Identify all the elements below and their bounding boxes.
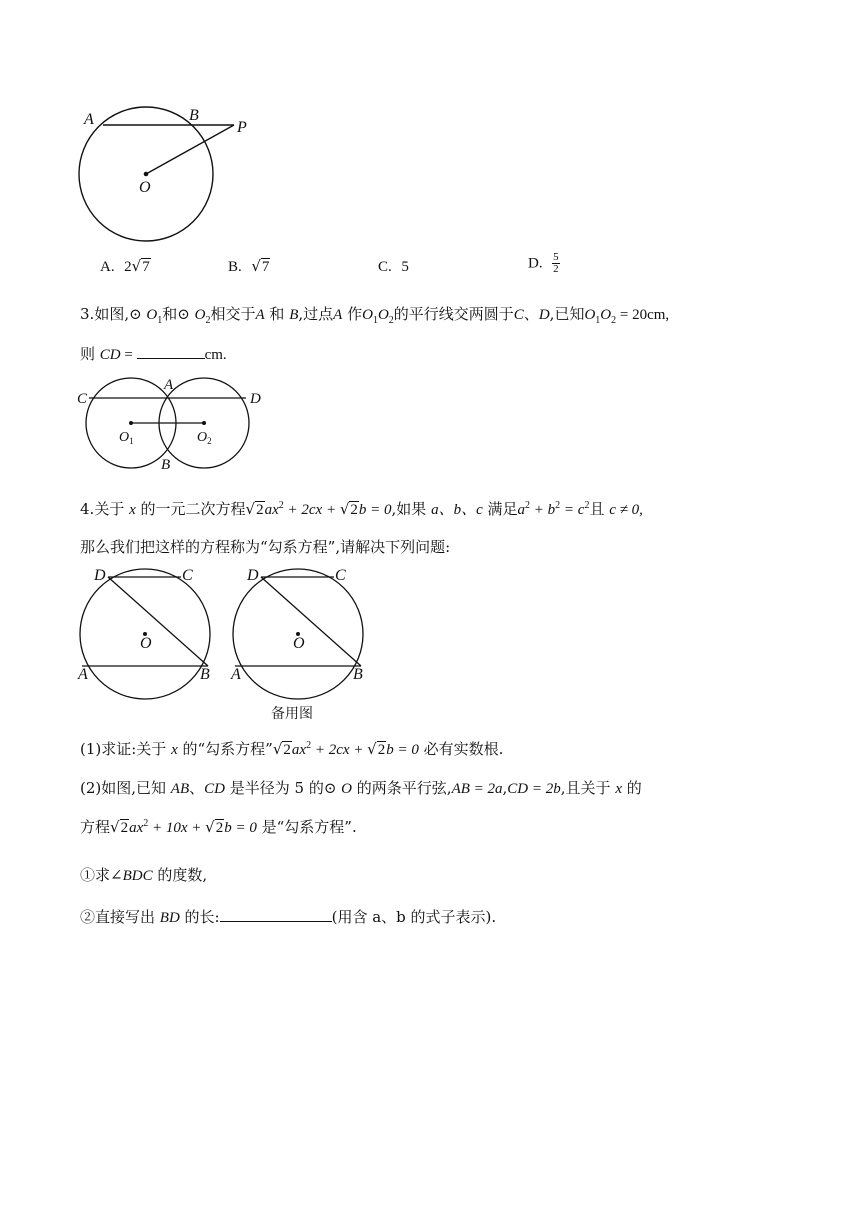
label-d: D: [250, 391, 261, 407]
question-4-line-2: 那么我们把这样的方程称为“勾系方程”,请解决下列问题:: [80, 538, 451, 556]
backup-label-a: A: [231, 666, 241, 683]
label-o2: $O_2$: [197, 430, 212, 446]
question-4-sub-1: ①求∠BDC 的度数,: [80, 866, 208, 884]
label-a: A: [84, 111, 94, 128]
label-c: C: [77, 391, 88, 407]
question-4-sub-2: ②直接写出 BD 的长: (用含 a、b 的式子表示).: [80, 905, 496, 928]
option-c: C. 5: [378, 259, 409, 275]
backup-label-c: C: [335, 567, 346, 584]
question-3-line-2: 则 CD = cm.: [80, 342, 227, 365]
label-o: O: [139, 179, 151, 196]
option-b: B. √7: [228, 257, 270, 275]
backup-figure-caption: 备用图: [271, 706, 313, 722]
label-a: A: [78, 666, 88, 683]
answer-blank-bd[interactable]: [220, 905, 332, 922]
backup-label-d: D: [247, 567, 259, 584]
label-b: B: [189, 107, 199, 124]
question-3-line-1: 3.如图,⊙ $O_1$和⊙ $O_2$相交于A 和 B,过点A 作$O_1O_2$的平行线交两圆于C、D,已知$O_1O_2 = 20cm$,: [80, 305, 670, 326]
label-c: C: [182, 567, 193, 584]
backup-label-o: O: [293, 635, 305, 652]
question-4-part-2: (2)如图,已知 AB、CD 是半径为 5 的⊙ O 的两条平行弦,AB = 2a,CD = 2b,且关于 x 的: [80, 779, 642, 797]
question-4-line-1: 4.关于 x 的一元二次方程$√2ax^2 + 2cx + √2b = 0$,如果 a、b、c 满足$a^2 + b^2 = c^2$且 c ≠ 0,: [80, 500, 643, 518]
label-a: A: [164, 377, 174, 393]
question-4-part-1: (1)求证:关于 x 的“勾系方程$”√2ax^2 + 2cx + √2b = 0$ 必有实数根.: [80, 740, 504, 758]
label-o1: $O_1$: [119, 430, 134, 446]
question-4-part-2-line-2: 方程$√2ax^2 + 10x + √2b = 0$ 是“勾系方程”.: [80, 818, 357, 836]
label-p: P: [237, 119, 247, 136]
answer-blank-cd[interactable]: [137, 342, 205, 359]
option-d: D. $\frac{5}{2}$: [528, 251, 559, 275]
option-a: A. 2√7: [100, 257, 150, 275]
label-b: B: [200, 666, 210, 683]
figure-parallel-chords: [72, 560, 372, 700]
label-b: B: [161, 457, 171, 473]
figure-two-circles: [74, 374, 274, 474]
label-d: D: [94, 567, 106, 584]
figure-circle-ab-p: [70, 100, 270, 250]
label-o: O: [140, 635, 152, 652]
backup-label-b: B: [353, 666, 363, 683]
